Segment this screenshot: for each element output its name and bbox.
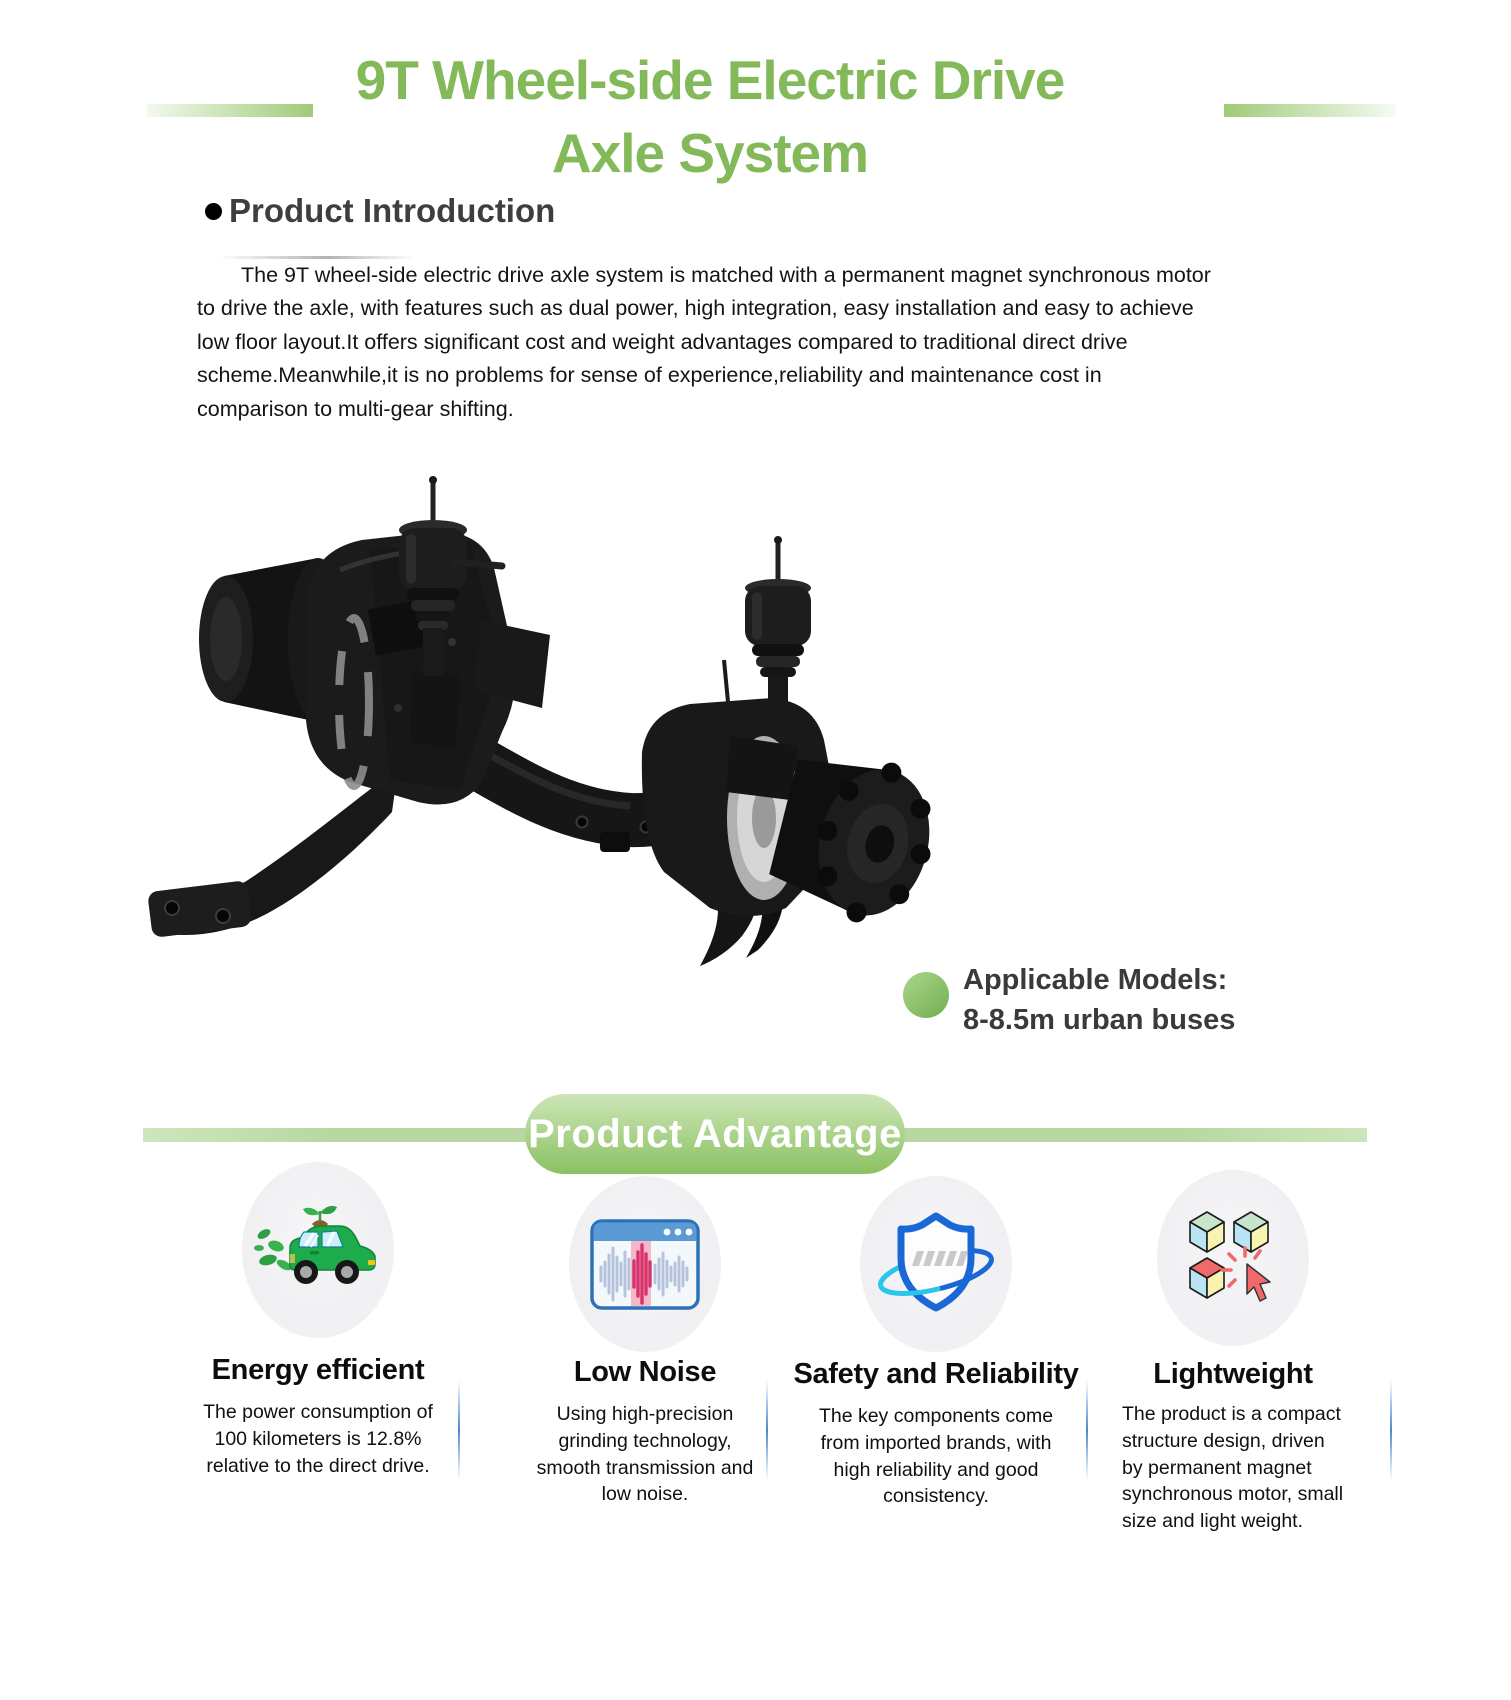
- feature-safety-reliability: [780, 1162, 1092, 1510]
- intro-paragraph: The 9T wheel-side electric drive axle system is matched with a permanent magnet synchronous motor to drive the axle, with features such as dual power, high integration, easy installation and easy to achieve low floor layout.It offers significant cost and weight advantages compared to traditional direct drive scheme.Meanwhile,it is no problems for sense of experience,reliability and maintenance cost in comparison to multi-gear shifting.: [197, 263, 1211, 421]
- feature-icon-circle: [569, 1176, 721, 1352]
- page-title-line2: Axle System: [551, 122, 869, 184]
- column-divider: [766, 1380, 768, 1480]
- feature-description: Using high-precision grinding technology, smooth transmission and low noise.: [536, 1403, 754, 1506]
- green-dot-icon: [903, 972, 949, 1018]
- column-divider: [458, 1380, 460, 1480]
- applicable-models: [963, 960, 1235, 1040]
- feature-low-noise: [505, 1162, 785, 1508]
- feature-title: Low Noise: [573, 1356, 717, 1388]
- page-title: [150, 44, 1270, 190]
- feature-description: The power consumption of 100 kilometers is 12.8% relative to the direct drive.: [203, 1401, 433, 1477]
- shield-orbit-icon: [874, 1208, 998, 1320]
- eco-car-icon: [254, 1203, 382, 1297]
- feature-icon-circle: [242, 1162, 394, 1338]
- feature-icon-circle: [1157, 1170, 1309, 1346]
- cubes-cursor-icon: [1177, 1206, 1289, 1310]
- section-heading-product-introduction: [205, 192, 555, 230]
- noise-wave-icon: [589, 1215, 701, 1313]
- feature-title: Safety and Reliability: [793, 1358, 1079, 1390]
- product-photo-axle: [130, 450, 1010, 970]
- bullet-icon: [205, 203, 222, 220]
- feature-description: The key components come from imported brands, with high reliability and good consistency.: [818, 1405, 1054, 1508]
- applicable-models-value: 8-8.5m urban buses: [963, 1004, 1236, 1036]
- feature-energy-efficient: [178, 1162, 458, 1479]
- column-divider: [1086, 1380, 1088, 1480]
- section-heading-label: Product Introduction: [229, 192, 556, 229]
- feature-lightweight: [1100, 1162, 1366, 1535]
- applicable-models-label: Applicable Models:: [963, 964, 1228, 996]
- page-title-line1: 9T Wheel-side Electric Drive: [355, 49, 1065, 111]
- feature-title: Lightweight: [1153, 1358, 1313, 1390]
- column-divider: [1390, 1380, 1392, 1480]
- feature-description: The product is a compact structure design, driven by permanent magnet synchronous motor, small size and light weight.: [1122, 1403, 1344, 1533]
- feature-title: Energy efficient: [211, 1354, 425, 1386]
- advantage-banner-label: Product Advantage: [528, 1111, 902, 1156]
- feature-icon-circle: [860, 1176, 1012, 1352]
